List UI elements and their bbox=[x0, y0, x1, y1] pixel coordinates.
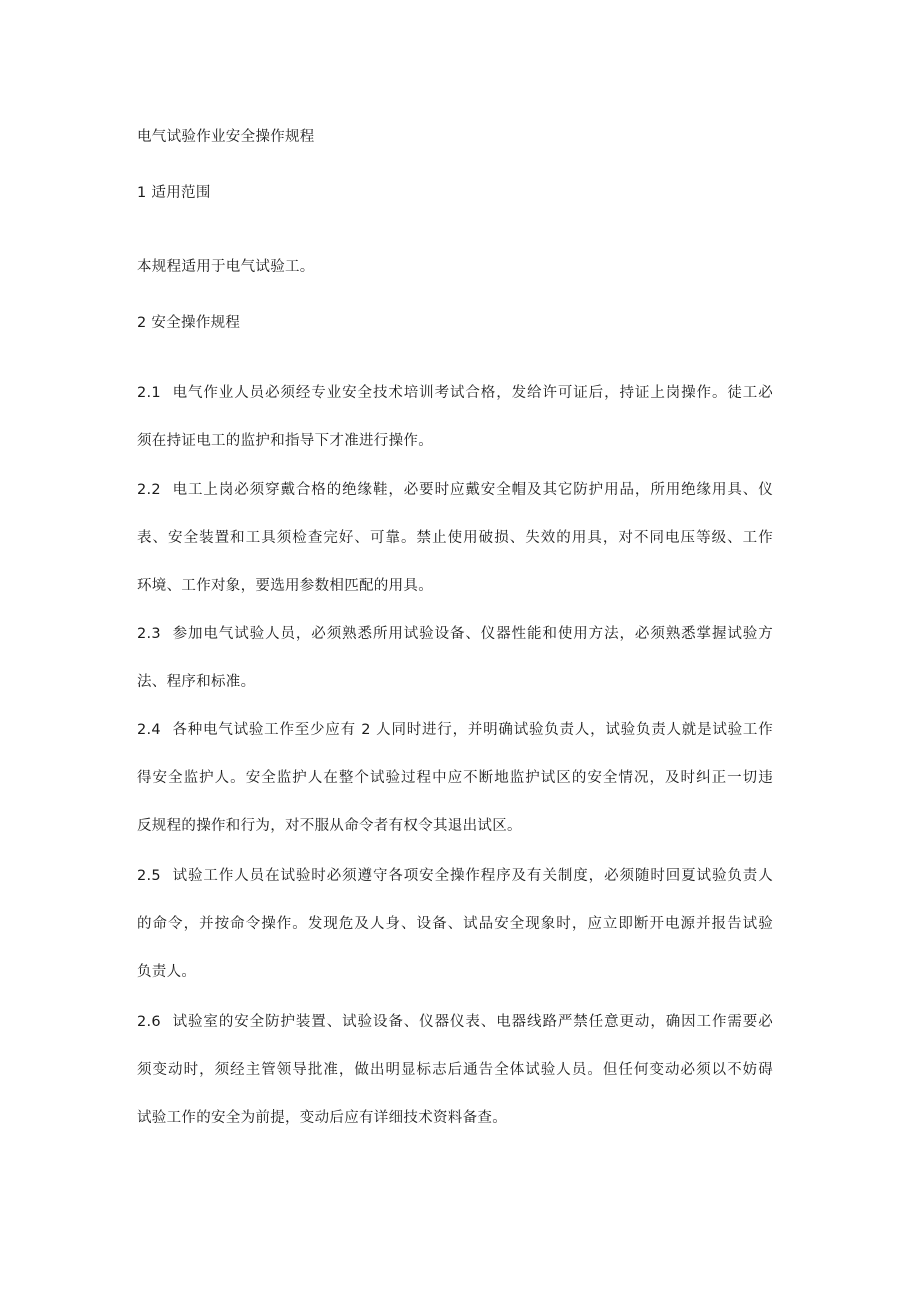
clause-2-4-line-1 bbox=[137, 720, 773, 740]
clause-2-3-line-1 bbox=[137, 624, 773, 644]
clause-2-1-line-1 bbox=[137, 383, 773, 403]
clause-2-5-line-1 bbox=[137, 866, 773, 886]
clause-2-5-line-2: 的命令，并按命令操作。发现危及人身、设备、试品安全现象时，应立即断开电源并报告试验 bbox=[137, 916, 773, 932]
section-1-heading: 1 适用范围 bbox=[137, 185, 211, 201]
clause-2-2-line-2: 表、安全装置和工具须检查完好、可靠。禁止使用破损、失效的用具，对不同电压等级、工作 bbox=[137, 530, 773, 546]
section-2-heading: 2 安全操作规程 bbox=[137, 315, 241, 331]
clause-2-4-line-2: 得安全监护人。安全监护人在整个试验过程中应不断地监护试区的安全情况，及时纠正一切违 bbox=[137, 770, 773, 786]
clause-text: 试验工作人员在试验时必须遵守各项安全操作程序及有关制度，必须随时回夏试验负责人 bbox=[172, 868, 773, 884]
document-title: 电气试验作业安全操作规程 bbox=[137, 129, 315, 145]
clause-text: 各种电气试验工作至少应有 2 人同时进行，并明确试验负责人，试验负责人就是试验工作 bbox=[172, 722, 773, 738]
clause-text: 电工上岗必须穿戴合格的绝缘鞋，必要时应戴安全帽及其它防护用品，所用绝缘用具、仪 bbox=[172, 482, 773, 498]
clause-2-2-line-1 bbox=[137, 480, 773, 500]
clause-number: 2.2 bbox=[137, 482, 161, 498]
clause-number: 2.5 bbox=[137, 868, 161, 884]
clause-text: 电气作业人员必须经专业安全技术培训考试合格，发给许可证后，持证上岗操作。徒工必 bbox=[172, 385, 773, 401]
clause-number: 2.6 bbox=[137, 1014, 161, 1030]
clause-2-6-line-3: 试验工作的安全为前提，变动后应有详细技术资料备查。 bbox=[137, 1110, 507, 1126]
clause-2-5-line-3: 负责人。 bbox=[137, 964, 197, 980]
clause-text: 参加电气试验人员，必须熟悉所用试验设备、仪器性能和使用方法，必须熟悉掌握试验方 bbox=[172, 626, 773, 642]
clause-2-6-line-1 bbox=[137, 1012, 773, 1032]
clause-2-3-line-2: 法、程序和标准。 bbox=[137, 674, 256, 690]
clause-2-4-line-3: 反规程的操作和行为，对不服从命令者有权令其退出试区。 bbox=[137, 818, 522, 834]
clause-number: 2.1 bbox=[137, 385, 161, 401]
clause-number: 2.4 bbox=[137, 722, 161, 738]
clause-2-1-line-2: 须在持证电工的监护和指导下才准进行操作。 bbox=[137, 433, 433, 449]
section-1-body: 本规程适用于电气试验工。 bbox=[137, 259, 315, 275]
clause-number: 2.3 bbox=[137, 626, 161, 642]
clause-2-2-line-3: 环境、工作对象，要选用参数相匹配的用具。 bbox=[137, 578, 433, 594]
clause-text: 试验室的安全防护装置、试验设备、仪器仪表、电器线路严禁任意更动，确因工作需要必 bbox=[172, 1014, 773, 1030]
clause-2-6-line-2: 须变动时，须经主管领导批准，做出明显标志后通告全体试验人员。但任何变动必须以不妨碍 bbox=[137, 1062, 773, 1078]
